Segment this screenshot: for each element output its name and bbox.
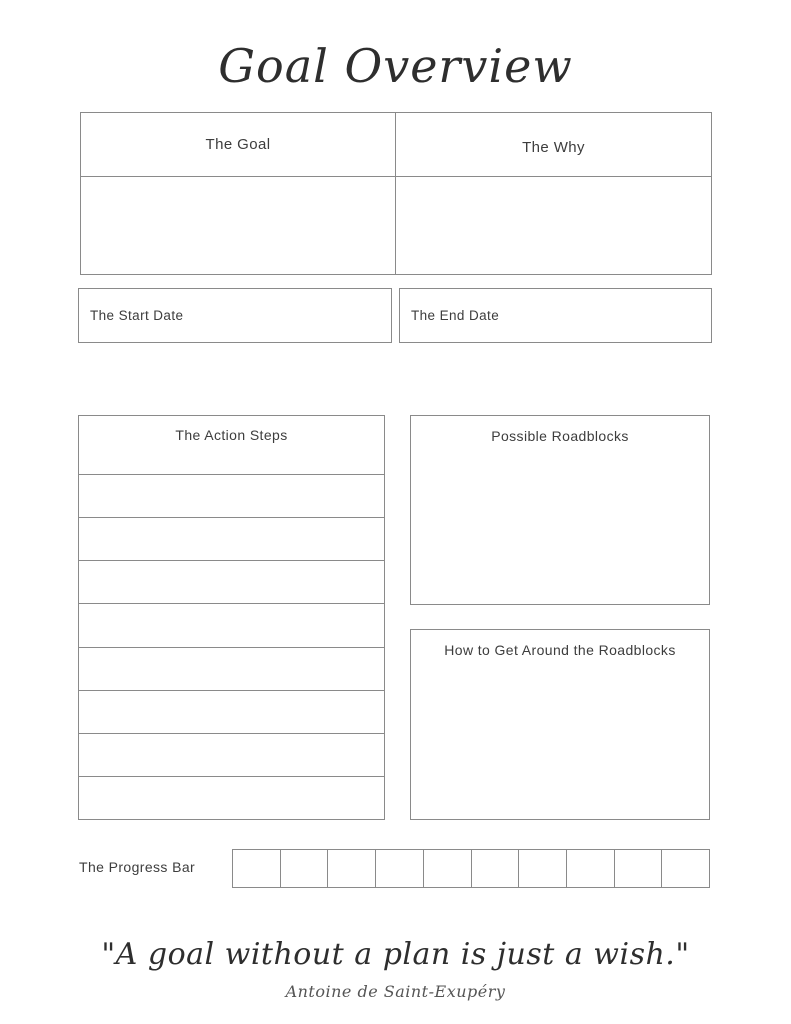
action-steps-rows	[79, 474, 384, 819]
goal-why-table	[80, 112, 712, 275]
page-title: Goal Overview	[218, 39, 573, 93]
progress-cell[interactable]	[472, 850, 520, 887]
progress-cell[interactable]	[328, 850, 376, 887]
action-steps-header: The Action Steps	[175, 427, 288, 443]
quote-text: "A goal without a plan is just a wish."	[101, 937, 690, 972]
action-step-row[interactable]	[79, 603, 384, 646]
start-date-label: The Start Date	[90, 308, 184, 323]
progress-cell[interactable]	[233, 850, 281, 887]
quote-attribution: Antoine de Saint-Exupéry	[285, 982, 506, 1001]
action-step-row[interactable]	[79, 517, 384, 560]
workaround-roadblocks-header: How to Get Around the Roadblocks	[444, 642, 676, 658]
progress-cell[interactable]	[519, 850, 567, 887]
workaround-roadblocks-input-area[interactable]	[411, 658, 709, 819]
possible-roadblocks-box	[410, 415, 710, 605]
possible-roadblocks-header: Possible Roadblocks	[491, 428, 629, 444]
start-date-field[interactable]	[78, 288, 392, 343]
why-header: The Why	[396, 113, 711, 177]
progress-bar-label: The Progress Bar	[79, 859, 196, 875]
progress-bar	[232, 849, 710, 888]
action-step-row[interactable]	[79, 560, 384, 603]
why-input-area[interactable]	[396, 177, 711, 274]
action-step-row[interactable]	[79, 690, 384, 733]
progress-cell[interactable]	[615, 850, 663, 887]
progress-cell[interactable]	[424, 850, 472, 887]
action-steps-table	[78, 415, 385, 820]
action-step-row[interactable]	[79, 733, 384, 776]
workaround-roadblocks-box	[410, 629, 710, 820]
goal-header: The Goal	[81, 113, 396, 177]
possible-roadblocks-input-area[interactable]	[411, 444, 709, 604]
action-step-row[interactable]	[79, 474, 384, 517]
progress-cell[interactable]	[662, 850, 709, 887]
progress-cell[interactable]	[376, 850, 424, 887]
goal-input-area[interactable]	[81, 177, 396, 274]
end-date-field[interactable]	[399, 288, 712, 343]
action-step-row[interactable]	[79, 776, 384, 819]
end-date-label: The End Date	[411, 308, 500, 323]
action-step-row[interactable]	[79, 647, 384, 690]
progress-cell[interactable]	[281, 850, 329, 887]
progress-cell[interactable]	[567, 850, 615, 887]
